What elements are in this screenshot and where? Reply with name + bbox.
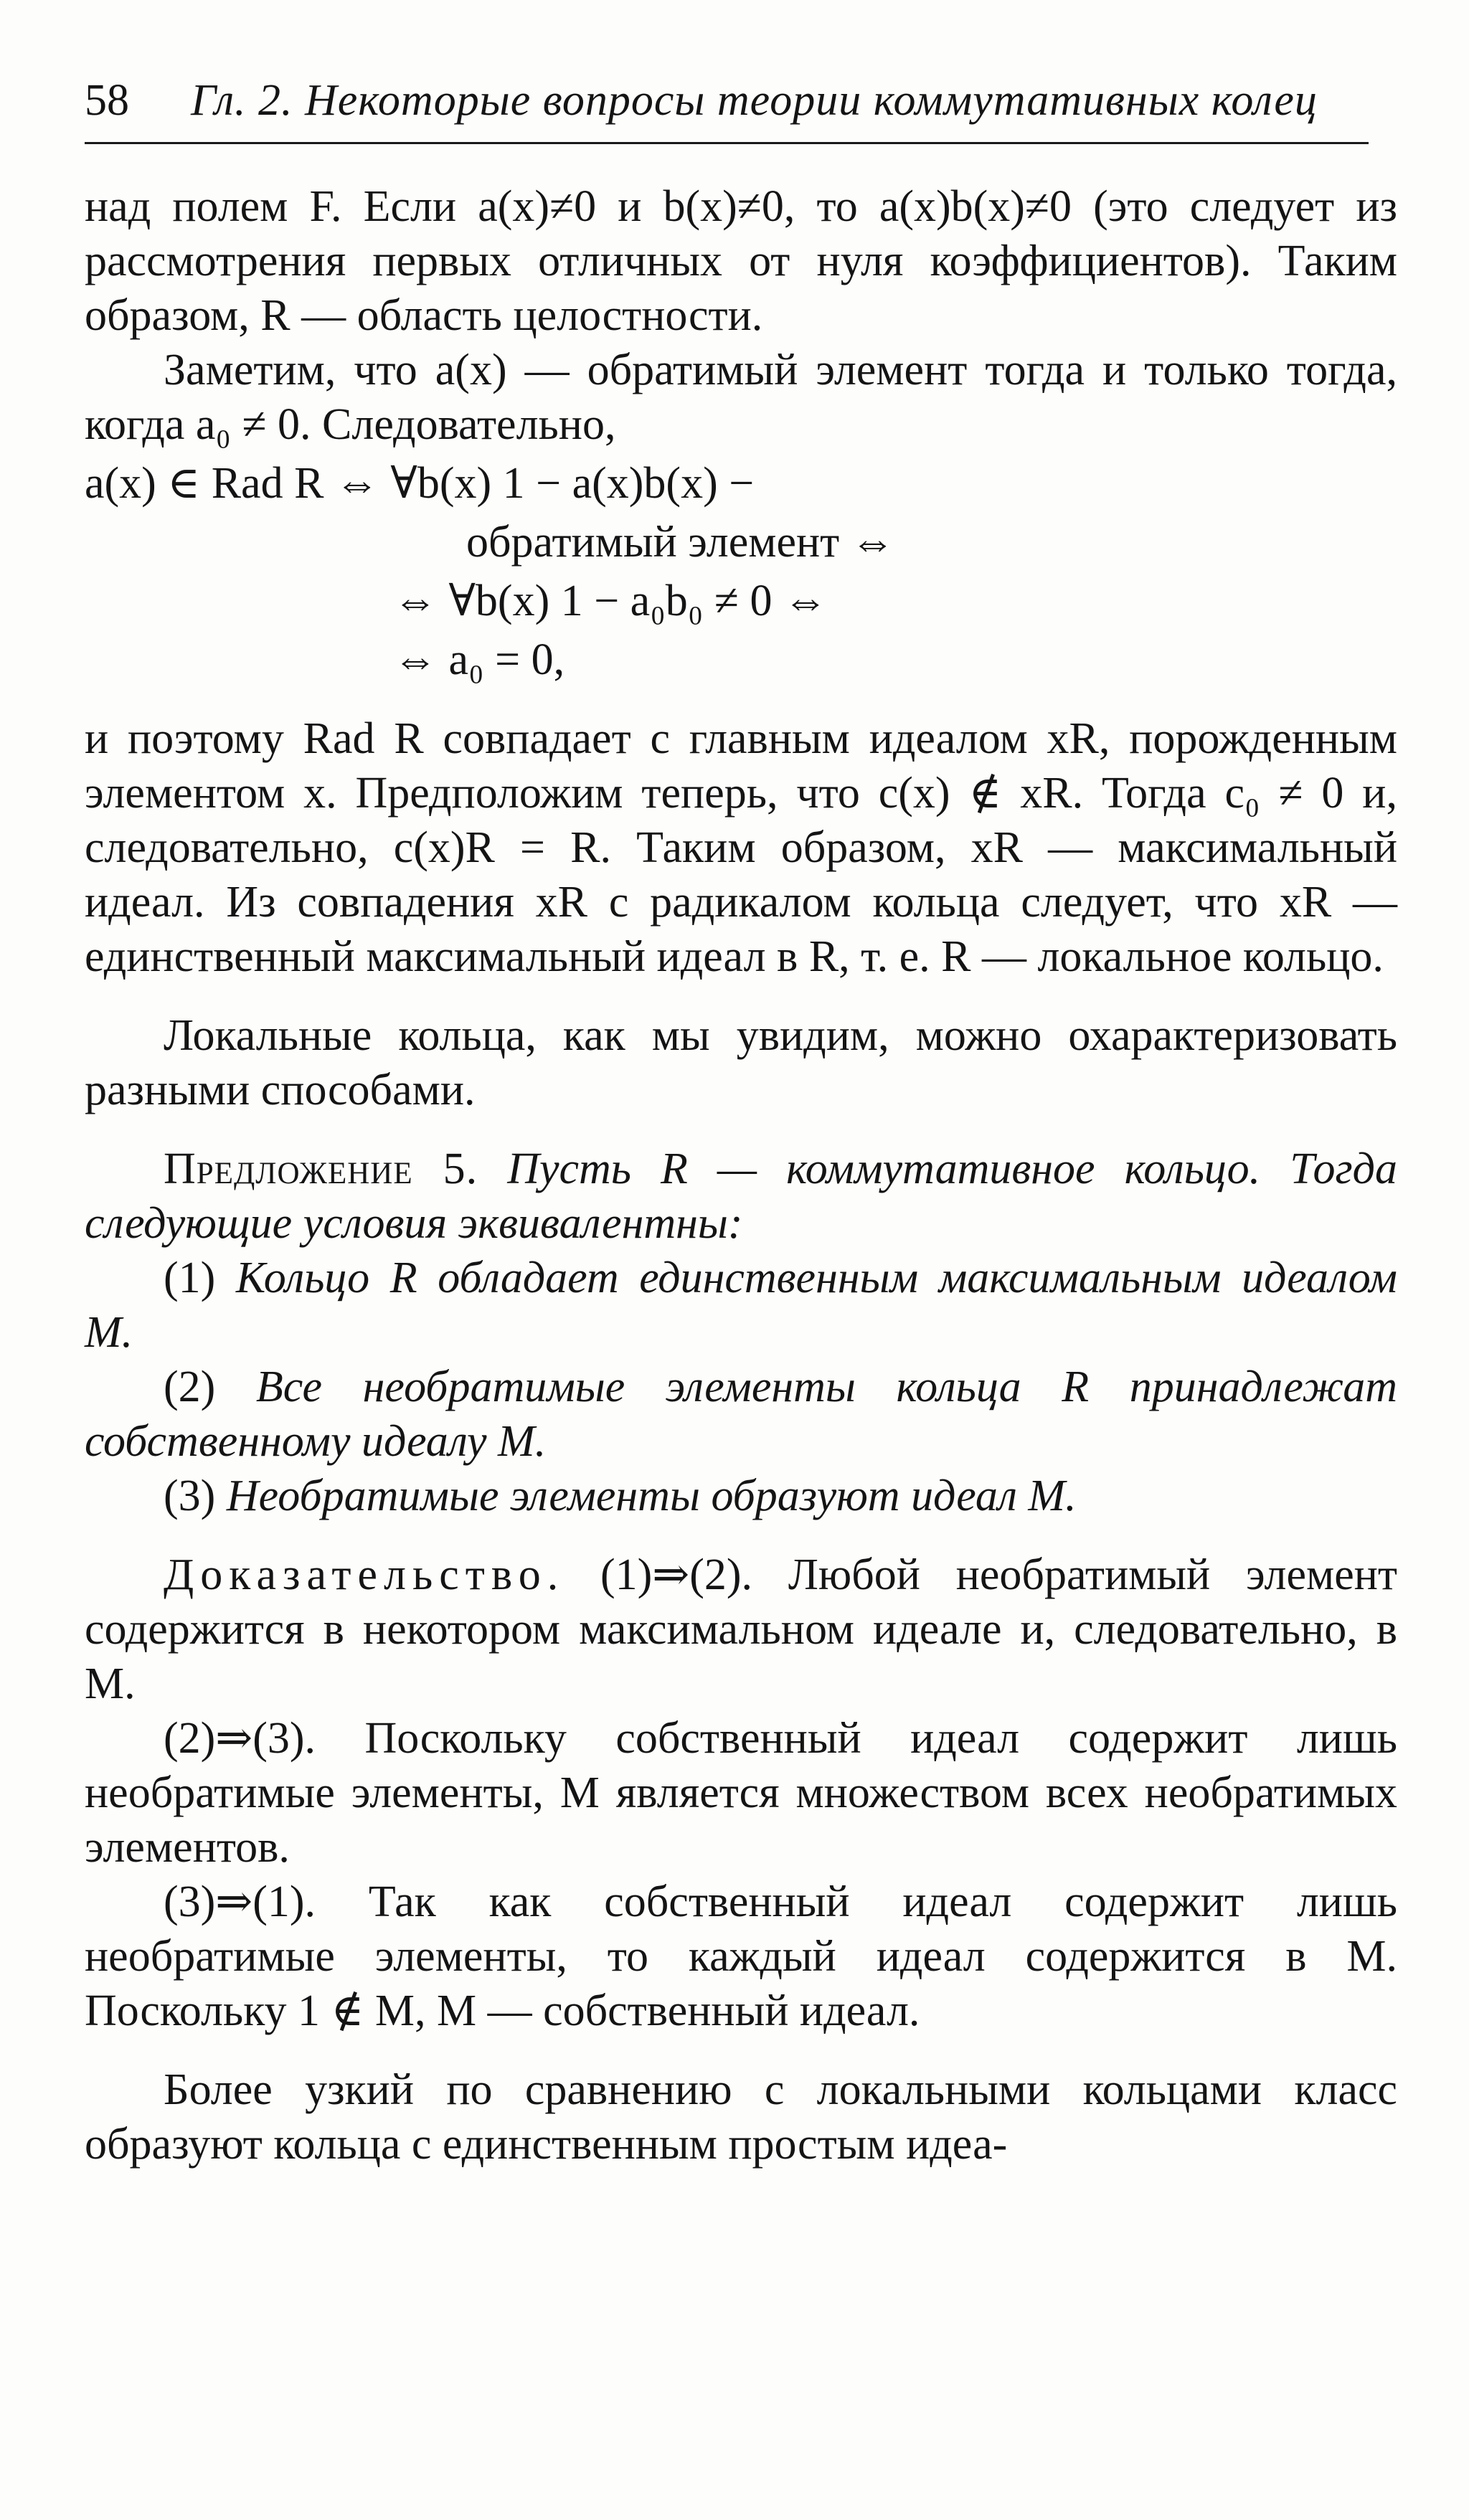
proof-step-3: (3)⇒(1). Так как собственный идеал содержит лишь необратимые элементы, то каждый идеал содержится в M. Поскольку 1 ∉ M, M — собственный идеал. [85,1877,1397,2035]
condition-3 [85,1469,1397,1523]
proof-label: Доказательство. [164,1550,565,1599]
proof-step-1-text: (1)⇒(2). Любой необратимый элемент содержится в некотором максимальном идеале и, следовательно, в M. [85,1550,1397,1708]
condition-2 [85,1360,1397,1469]
condition-1-number: (1) [164,1254,216,1302]
formula-line-4: ⇔ a₀ = 0, [393,635,565,684]
condition-1 [85,1251,1397,1360]
paragraph-5: Более узкий по сравнению с локальными кольцами класс образуют кольца с единственным простым идеа- [85,2065,1397,2169]
proof-step-2: (2)⇒(3). Поскольку собственный идеал содержит лишь необратимые элементы, M является множеством всех необратимых элементов. [85,1714,1397,1872]
proposition [85,1142,1397,1251]
paragraph-3: и поэтому Rad R совпадает с главным идеалом xR, порожденным элементом x. Предположим теперь, что c(x) ∉ xR. Тогда c₀ ≠ 0 и, следовательно, c(x)R = R. Таким образом, xR — максимальный идеал. Из совпадения xR с радикалом кольца следует, что xR — единственный максимальный идеал в R, т. е. R — локальное кольцо. [85,714,1397,981]
paragraph-1: над полем F. Если a(x)≠0 и b(x)≠0, то a(x)b(x)≠0 (это следует из рассмотрения первых отличных от нуля коэффициентов). Таким образом, R — область целостности. [85,182,1397,340]
header-rule [85,142,1369,144]
formula-line-1: a(x) ∈ Rad R ⇔ ∀b(x) 1 − a(x)b(x) − [85,459,755,508]
proof-step-1 [85,1548,1397,1711]
page-body [85,179,1397,2171]
paragraph-2: Заметим, что a(x) — обратимый элемент тогда и только тогда, когда a₀ ≠ 0. Следовательно, [85,346,1397,449]
formula-line-3: ⇔ ∀b(x) 1 − a₀b₀ ≠ 0 ⇔ [393,577,828,625]
page-number: 58 [85,76,129,125]
condition-2-text: Все необратимые элементы кольца R принадлежат собственному идеалу M. [85,1363,1398,1466]
running-title: Гл. 2. Некоторые вопросы теории коммутативных колец [191,76,1318,125]
condition-3-number: (3) [164,1472,216,1520]
running-header [85,70,1376,131]
condition-2-number: (2) [164,1363,216,1411]
proposition-text: Пусть R — коммутативное кольцо. Тогда следующие условия эквивалентны: [85,1145,1398,1248]
formula-line-2: обратимый элемент ⇔ [466,518,895,567]
condition-3-text: Необратимые элементы образуют идеал M. [226,1472,1077,1520]
proposition-label: Предложение 5. [164,1145,478,1193]
condition-1-text: Кольцо R обладает единственным максимальным идеалом M. [85,1254,1397,1357]
paragraph-4: Локальные кольца, как мы увидим, можно охарактеризовать разными способами. [85,1011,1397,1114]
